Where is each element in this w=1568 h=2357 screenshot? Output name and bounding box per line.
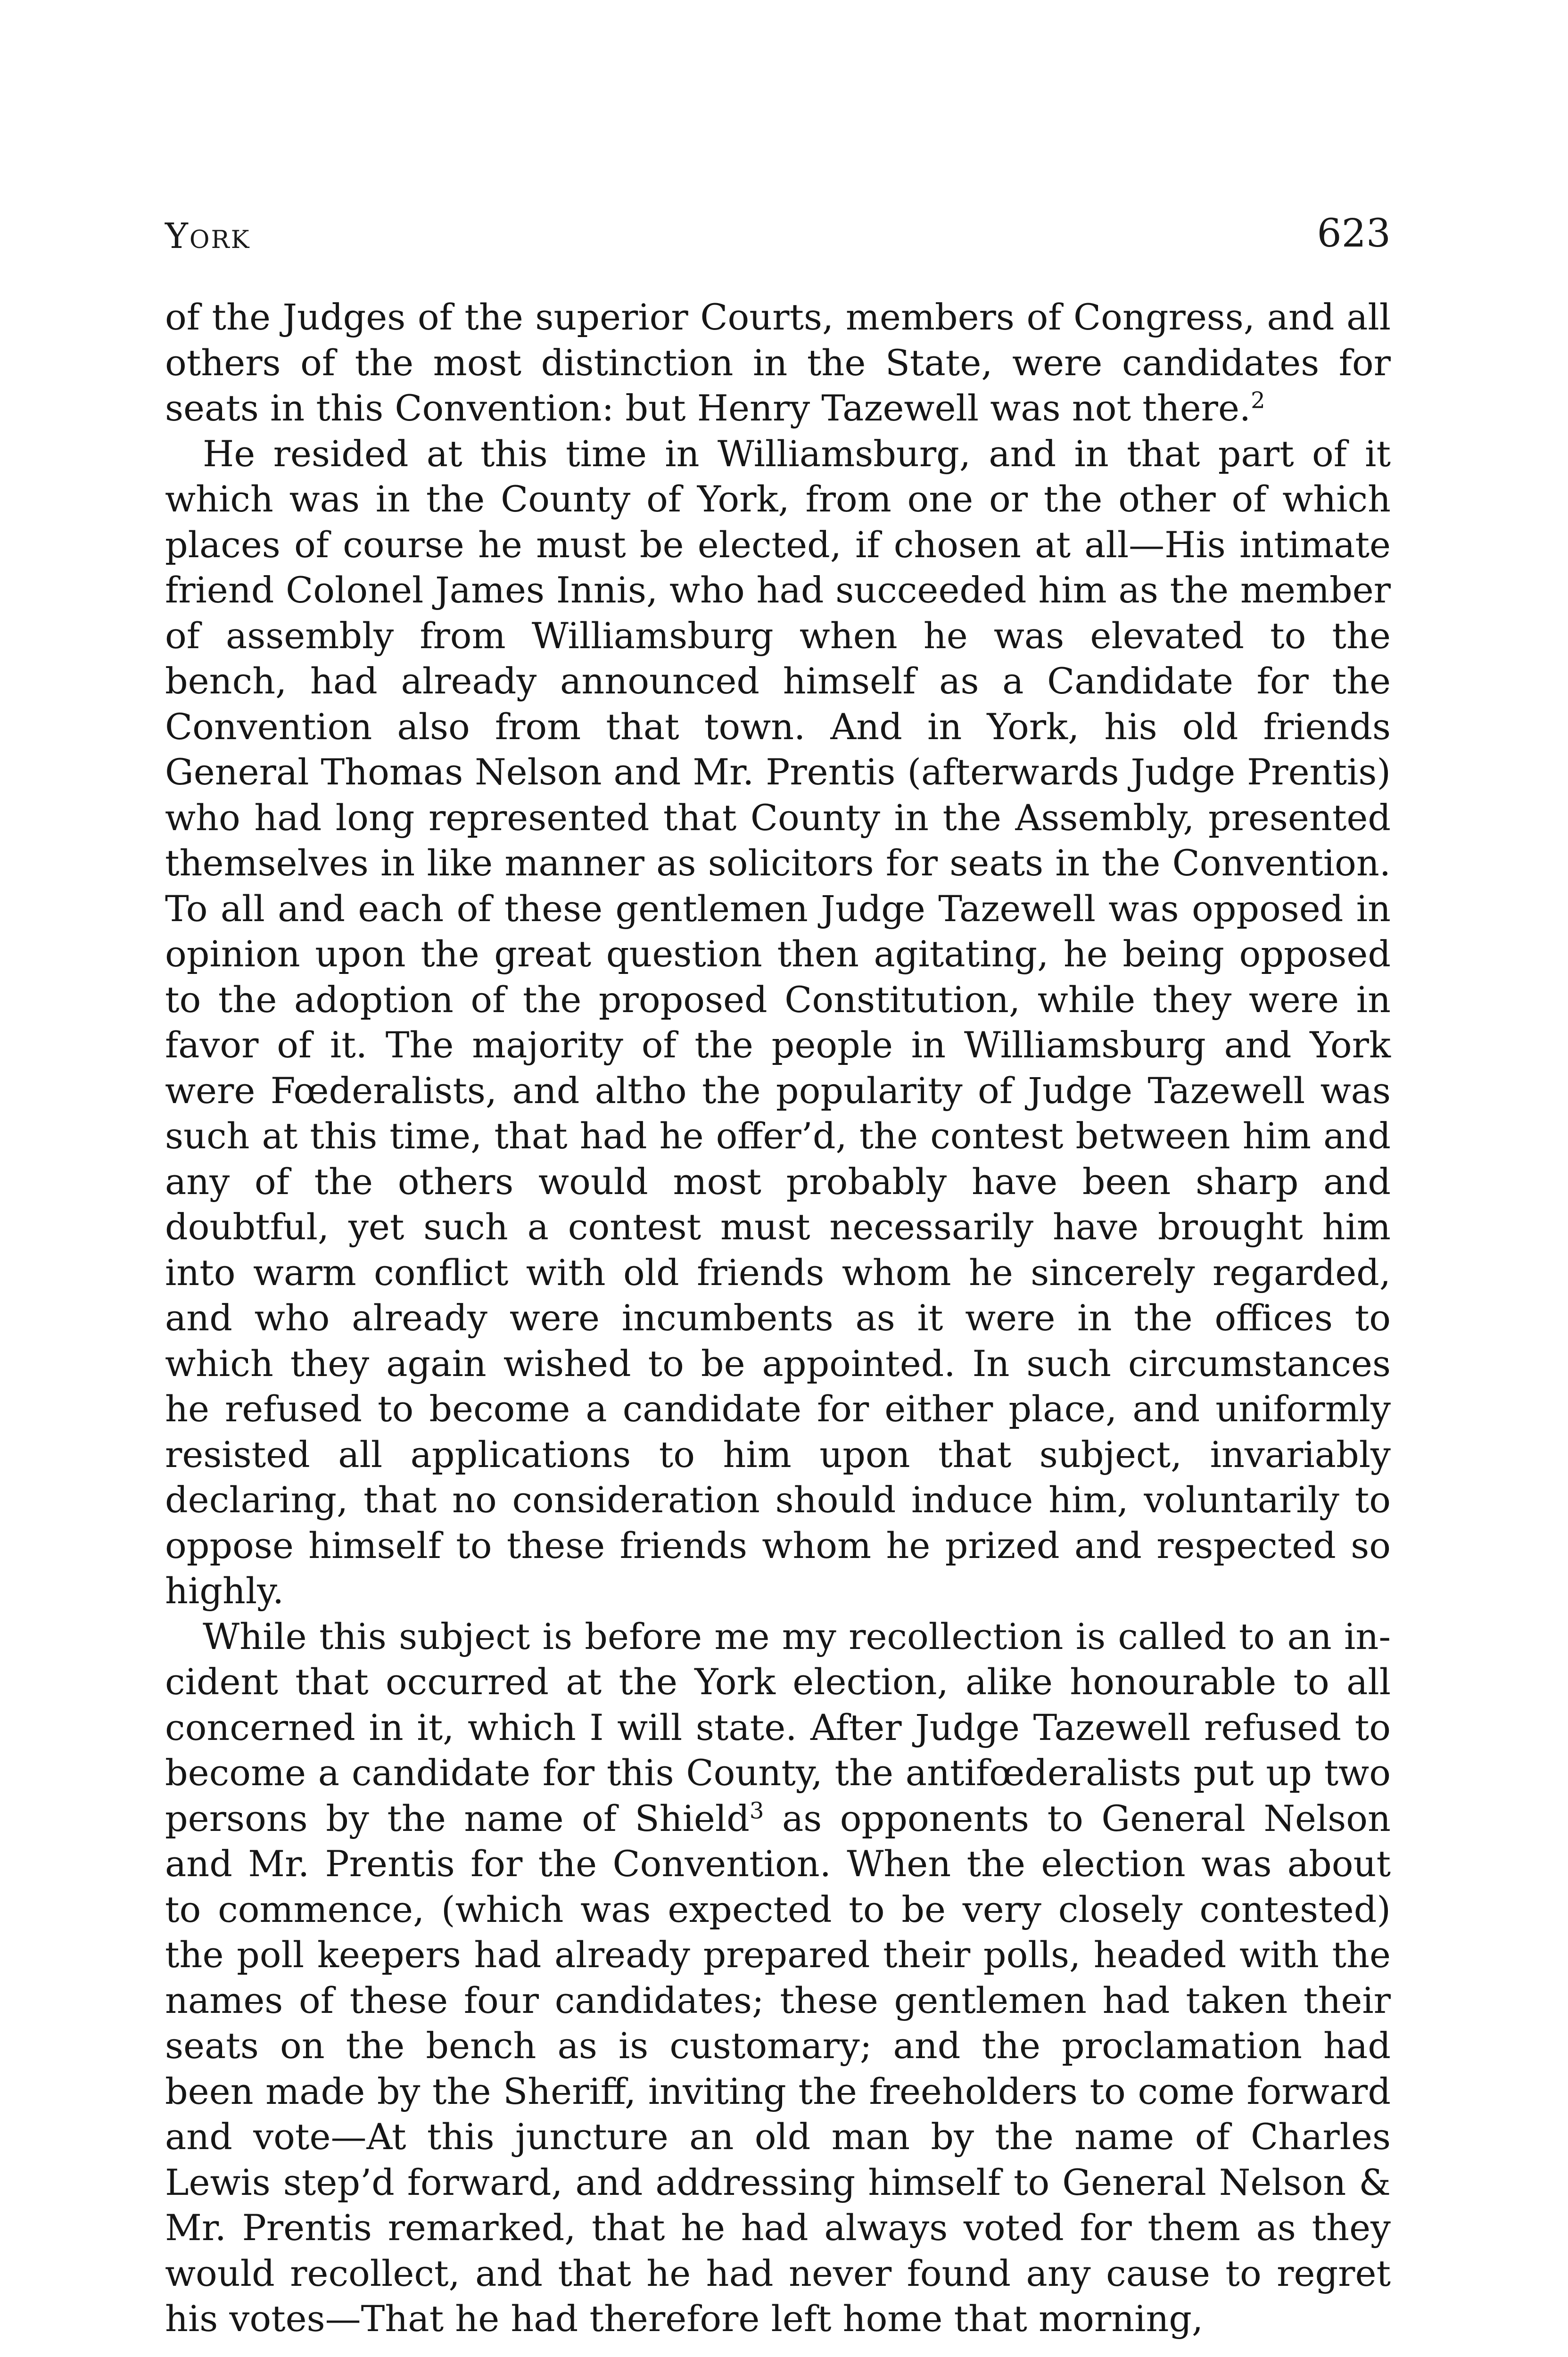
paragraph-text: of the Judges of the superior Courts, members of Congress, and all others of the most distinction in the State, were candidates for seats in this Convention: but Henry Tazewell was not there. bbox=[165, 296, 1391, 429]
paragraph-1 bbox=[165, 295, 1391, 431]
running-head bbox=[165, 211, 1391, 268]
footnote-marker-2: 2 bbox=[1251, 387, 1265, 414]
footnote-marker-3: 3 bbox=[749, 1797, 764, 1824]
paragraph-text: as opponents to General Nelson and Mr. Prentis for the Convention. When the election was about to commence, (which was expected to be very closely contested) the poll keepers had already prepared their polls, headed with the names of these four candidates; these gentlemen had taken their seats on the bench as is customary; and the proclamation had been made by the Sheriff, inviting the freeholders to come forward and vote—At this juncture an old man by the name of Charles Lewis step’d forward, and addressing himself to General Nelson & Mr. Prentis remarked, that he had always voted for them as they would recollect, and that he had never found any cause to regret his votes—That he had therefore left home that morning, bbox=[165, 1797, 1391, 2340]
body-text bbox=[165, 295, 1391, 2342]
paragraph-text: He resided at this time in Williamsburg, and in that part of it which was in the County of York, from one or the other of which places of course he must be elected, if chosen at all—His intimate friend Colonel James Innis, who had succeeded him as the member of assembly from Williamsburg when he was elevated to the bench, had already announced himself as a Candidate for the Convention also from that town. And in York, his old friends General Thomas Nelson and Mr. Prentis (afterwards Judge Prentis) who had long represented that County in the Assembly, presented themselves in like manner as solicitors for seats in the Convention. To all and each of these gentlemen Judge Tazewell was opposed in opinion upon the great question then agitating, he being opposed to the adoption of the proposed Constitution, while they were in favor of it. The majority of the people in Williamsburg and York were Fœderalists, and altho the popularity of Judge Tazewell was such at this time, that had he offer’d, the contest between him and any of the others would most probably have been sharp and doubtful, yet such a contest must necessarily have brought him into warm conflict with old friends whom he sincerely regarded, and who already were incumbents as it were in the offices to which they again wished to be appointed. In such circumstances he refused to become a candidate for either place, and uniformly resisted all applications to him upon that subject, invariably declaring, that no consideration should induce him, voluntarily to oppose himself to these friends whom he prized and respected so highly. bbox=[165, 432, 1391, 1612]
paragraph-3 bbox=[165, 1614, 1391, 2342]
section-title: York bbox=[165, 216, 251, 256]
paragraph-text: While this subject is before me my recollection is called to an incident that occurred at the York election, alike honourable to all concerned in it, which I will state. After Judge Tazewell refused to become a candidate for this County, the antifœderalists put up two persons by the name of Shield bbox=[165, 1615, 1391, 1839]
paragraph-2 bbox=[165, 431, 1391, 1614]
page-number: 623 bbox=[1317, 211, 1391, 256]
